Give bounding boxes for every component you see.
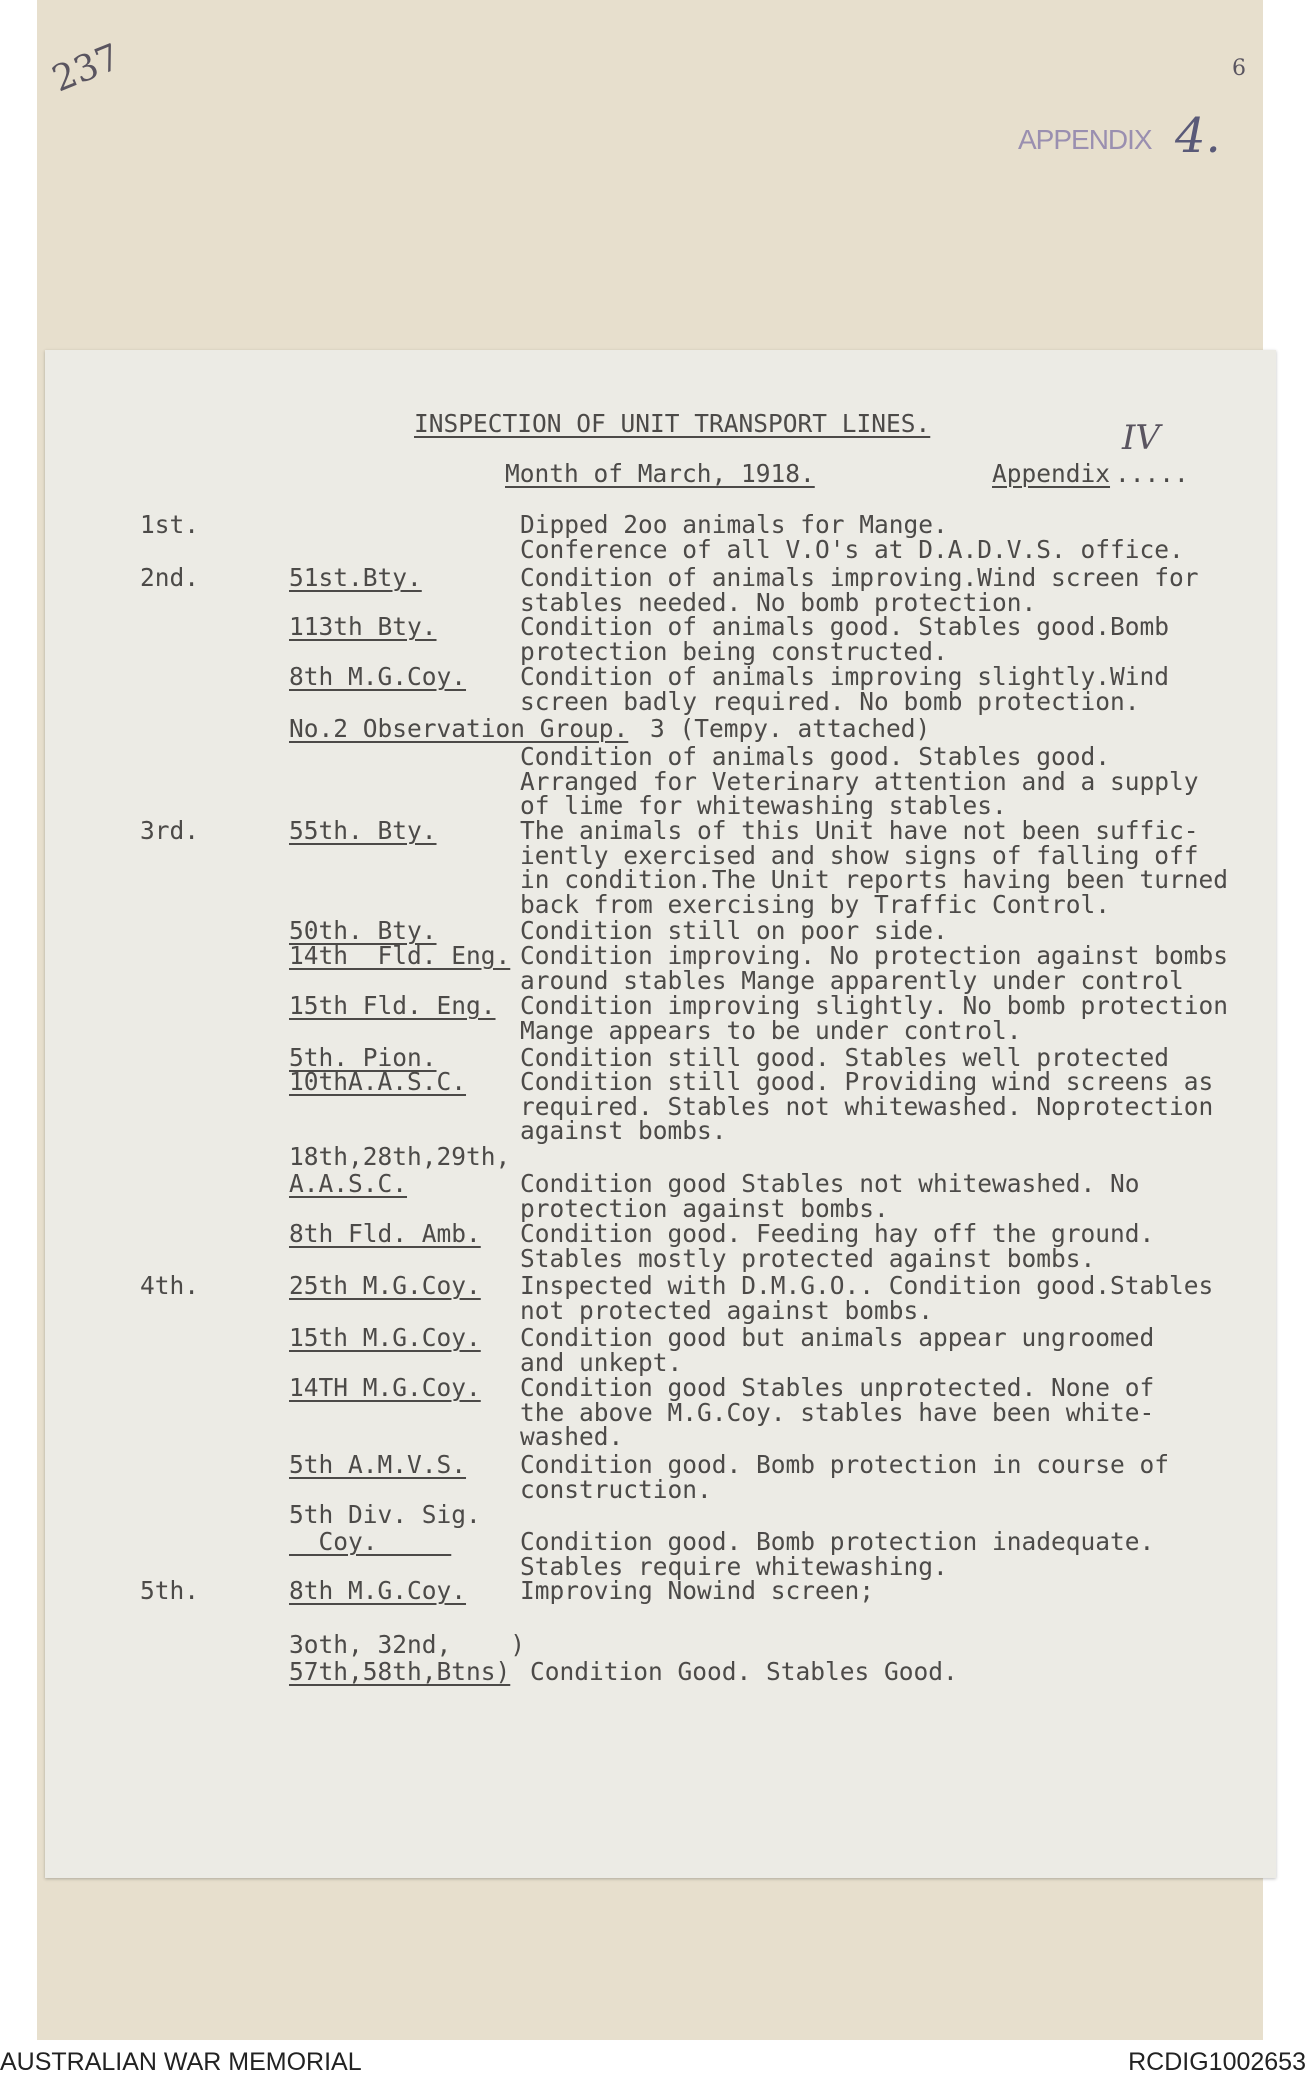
entry-unit: 50th. Bty. xyxy=(289,916,437,945)
entry-unit: 14th Fld. Eng. xyxy=(289,941,511,970)
entry-unit: 113th Bty. xyxy=(289,612,437,641)
entry-date: 3rd. xyxy=(140,816,200,845)
entry-description: Condition good. Bomb protection inadequate. Stables require whitewashing. xyxy=(520,1527,1155,1581)
entry-unit: 10thA.A.S.C. xyxy=(289,1067,467,1096)
entry-unit-line1: 18th,28th,29th, xyxy=(289,1142,511,1171)
entry-unit: 8th Fld. Amb. xyxy=(289,1219,481,1248)
entry-description: Condition Good. Stables Good. xyxy=(530,1657,958,1686)
entry-date: 2nd. xyxy=(140,563,200,592)
entry-description: Condition of animals good. Stables good. Arranged for Veterinary attention and a supply of lime for whitewashing stables. xyxy=(520,742,1199,820)
footer-institution: AUSTRALIAN WAR MEMORIAL xyxy=(0,2048,362,2076)
entry-description: Condition good. Bomb protection in course of construction. xyxy=(520,1450,1170,1504)
entry-unit: 15th Fld. Eng. xyxy=(289,991,496,1020)
entry-unit: 51st.Bty. xyxy=(289,563,422,592)
page-number: 6 xyxy=(1232,56,1246,81)
entry-description: Condition good. Feeding hay off the ground. Stables mostly protected against bombs. xyxy=(520,1219,1155,1273)
entry-description: Condition of animals good. Stables good.Bomb protection being constructed. xyxy=(520,612,1170,666)
entry-description: Inspected with D.M.G.O.. Condition good.Stables not protected against bombs. xyxy=(520,1271,1214,1325)
entry-description: Conference of all V.O's at D.A.D.V.S. office. xyxy=(520,535,1184,564)
entry-unit: 14TH M.G.Coy. xyxy=(289,1373,481,1402)
entry-description: Condition still on poor side. xyxy=(520,916,948,945)
entry-unit: 55th. Bty. xyxy=(289,816,437,845)
entry-date: 1st. xyxy=(140,510,200,539)
entry-description: Condition improving slightly. No bomb protection Mange appears to be under control. xyxy=(520,991,1229,1045)
document-month: Month of March, 1918. xyxy=(505,459,815,488)
entry-unit: A.A.S.C. xyxy=(289,1169,408,1198)
entry-unit: 15th M.G.Coy. xyxy=(289,1323,481,1352)
entry-unit: 5th. Pion. xyxy=(289,1043,437,1072)
appendix-stamp: APPENDIX xyxy=(1018,124,1152,155)
entry-unit: 8th M.G.Coy. xyxy=(289,1576,467,1605)
entry-unit: No.2 Observation Group. xyxy=(289,714,629,743)
entry-unit: 5th A.M.V.S. xyxy=(289,1450,467,1479)
entry-description: Condition of animals improving.Wind screen for stables needed. No bomb protection. xyxy=(520,563,1199,617)
entry-description: Condition still good. Providing wind screens as required. Stables not whitewashed. Noprotection against bombs. xyxy=(520,1067,1214,1145)
footer-reference: RCDIG1002653 xyxy=(1128,2048,1306,2076)
entry-description: Condition good Stables unprotected. None of the above M.G.Coy. stables have been white- washed. xyxy=(520,1373,1155,1451)
entry-description: Condition good but animals appear ungroomed and unkept. xyxy=(520,1323,1155,1377)
entry-unit: 57th,58th,Btns) xyxy=(289,1657,511,1686)
appendix-dots: ..... xyxy=(1115,459,1189,488)
document-title: INSPECTION OF UNIT TRANSPORT LINES. xyxy=(414,409,931,438)
entry-description: Improving Nowind screen; xyxy=(520,1576,875,1605)
entry-date: 4th. xyxy=(140,1271,200,1300)
entry-date: 5th. xyxy=(140,1576,200,1605)
appendix-handwritten: IV xyxy=(1122,418,1160,458)
entry-unit-line1: 5th Div. Sig. xyxy=(289,1500,481,1529)
entry-unit: 25th M.G.Coy. xyxy=(289,1271,481,1300)
entry-unit-note: 3 (Tempy. attached) xyxy=(650,714,931,743)
appendix-label: Appendix xyxy=(992,459,1111,488)
entry-unit-line1: 3oth, 32nd, ) xyxy=(289,1630,526,1659)
entry-unit: 8th M.G.Coy. xyxy=(289,662,467,691)
entry-description: Condition still good. Stables well protected xyxy=(520,1043,1170,1072)
entry-unit: Coy. xyxy=(289,1527,452,1556)
appendix-stamp-number: 4. xyxy=(1175,108,1221,164)
folio-number: 237 xyxy=(46,36,126,101)
entry-description: Condition improving. No protection against bombs around stables Mange apparently under control xyxy=(520,941,1229,995)
entry-description: Dipped 2oo animals for Mange. xyxy=(520,510,948,539)
entry-description: Condition of animals improving slightly.Wind screen badly required. No bomb protection. xyxy=(520,662,1170,716)
entry-description: Condition good Stables not whitewashed. No protection against bombs. xyxy=(520,1169,1140,1223)
entry-description: The animals of this Unit have not been suffic- iently exercised and show signs of falling off in condition.The Unit reports having been turned back from exercising by Traffic Control. xyxy=(520,816,1229,919)
